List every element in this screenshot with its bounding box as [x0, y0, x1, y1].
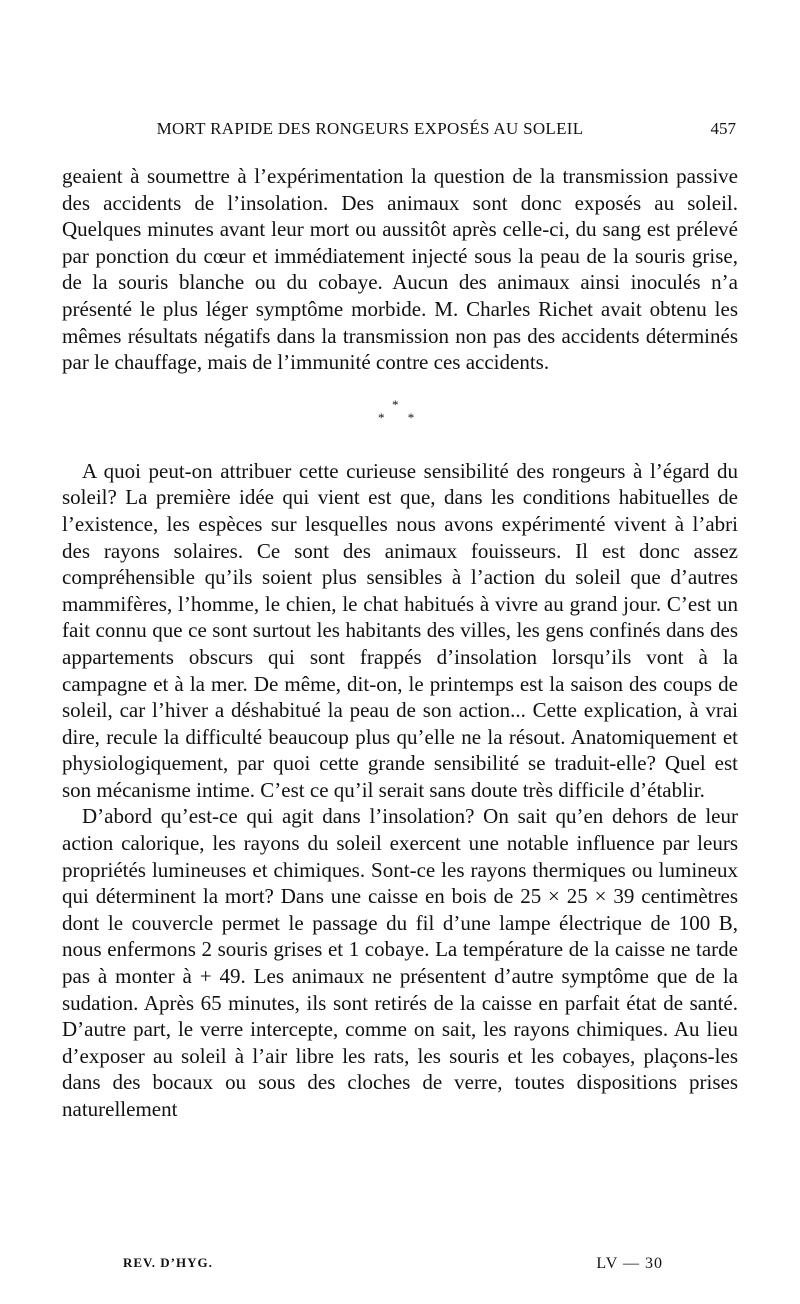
paragraph-sensitivity: A quoi peut-on attribuer cette curieuse sensibilité des rongeurs à l’égard du soleil? La première idée qui vient est que, dans les conditions habituelles de l’existence, les espèces sur lesquelles nous avons expérimenté vivent à l’abri des rayons solaires. Ce sont des animaux fouisseurs. Il est donc assez compréhensible qu’ils soient plus sensibles à l’action du soleil que d’autres mammifères, l’homme, le chien, le chat habitués à vivre au grand jour. C’est un fait connu que ce sont surtout les habitants des villes, les gens confinés dans des appartements obscurs qui sont frappés d’insolation lorsqu’ils vont à la campagne et à la mer. De même, dit-on, le printemps est la saison des coups de soleil, car l’hiver a déshabitué la peau de son action... Cette explication, à vrai dire, recule la difficulté beaucoup plus qu’elle ne la résout. Anatomiquement et physiologiquement, par quoi cette grande sensibilité se traduit-elle? Quel est son mécanisme intime. C’est ce qu’il serait sans doute très difficile d’établir.	[62, 458, 738, 802]
separator-stars-bottom: * *	[378, 409, 425, 425]
page-number: 457	[710, 119, 736, 138]
paragraph-insolation-agent: D’abord qu’est-ce qui agit dans l’insolation? On sait qu’en dehors de leur action calorique, les rayons du soleil exercent une notable influence par leurs propriétés lumineuses et chimiques. Sont-ce les rayons thermiques ou lumineux qui déterminent la mort? Dans une caisse en bois de 25 × 25 × 39 centimètres dont le couvercle permet le passage du fil d’une lampe électrique de 100 B, nous enfermons 2 souris grises et 1 cobaye. La température de la caisse ne tarde pas à monter à + 49. Les animaux ne présentent d’autre symptôme que de la sudation. Après 65 minutes, ils sont retirés de la caisse en parfait état de santé. D’autre part, le verre intercepte, comme on sait, les rayons chimiques. Au lieu d’exposer au soleil à l’air libre les rats, les souris et les cobayes, plaçons-les dans des bocaux ou sous des cloches de verre, toutes dispositions prises naturellement	[62, 804, 738, 1121]
paragraph-continuation: geaient à soumettre à l’expérimentation la question de la transmission passive des accidents de l’insolation. Des animaux sont donc exposés au soleil. Quelques minutes avant leur mort ou aussitôt après celle-ci, du sang est prélevé par ponction du cœur et immédiatement injecté sous la peau de la souris grise, de la souris blanche ou du cobaye. Aucun des animaux ainsi inoculés n’a présenté le plus léger symptôme morbide. M. Charles Richet avait obtenu les mêmes résultats négatifs dans la transmission non pas des accidents déterminés par le chauffage, mais de l’immunité contre ces accidents.	[62, 164, 738, 375]
section-separator	[62, 376, 738, 458]
running-header	[62, 119, 738, 145]
separator-star-top: *	[392, 396, 399, 412]
running-title: MORT RAPIDE DES RONGEURS EXPOSÉS AU SOLEIL	[156, 119, 584, 138]
body-text	[62, 163, 738, 1123]
running-footer	[123, 1255, 663, 1277]
footer-journal: REV. D’HYG.	[123, 1255, 213, 1270]
footer-signature: LV — 30	[596, 1255, 663, 1272]
